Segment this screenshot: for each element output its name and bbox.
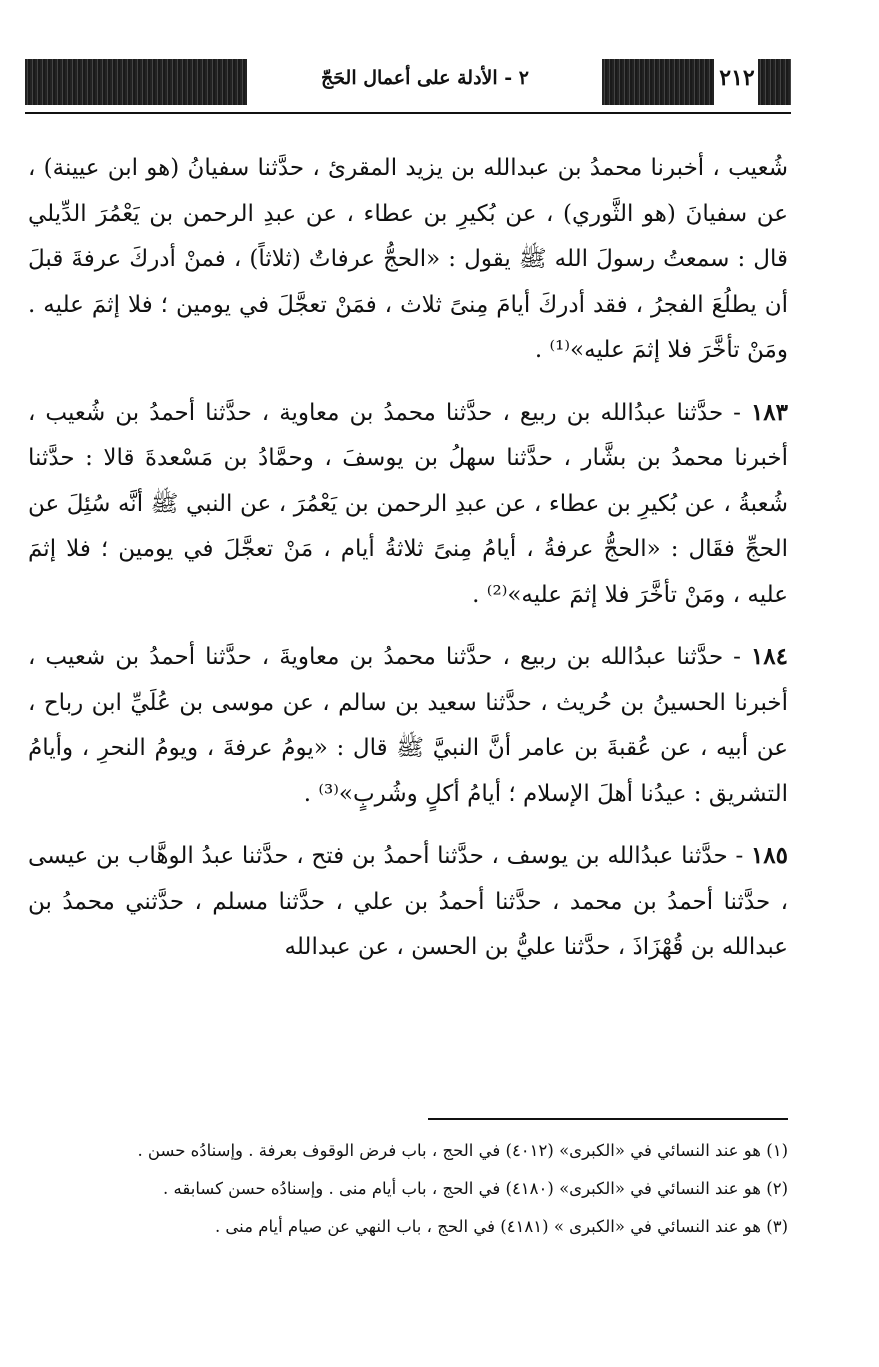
paragraph	[28, 833, 788, 971]
page-number: ٢١٢	[719, 65, 755, 91]
paragraph-text: شُعيب ، أخبرنا محمدُ بن عبدالله بن يزيد المقرئ ، حدَّثنا سفيانُ (هو ابن عيينة) ، عن سفيانَ (هو الثَّوري) ، عن بُكيرِ بن عطاء ، عن عبدِ الرحمن بن يَعْمُرَ الدِّيلي قال : سمعتُ رسولَ الله ﷺ يقول : «الحجُّ عرفاتٌ (ثلاثاً) ، فمنْ أدركَ عرفةَ قبلَ أن يطلُعَ الفجرُ ، فقد أدركَ أيامَ مِنىً ثلاث ، فمَنْ تعجَّلَ في يومين ؛ فلا إثمَ عليه . ومَنْ تأخَّرَ فلا إثمَ عليه»⁽¹⁾ .	[28, 155, 788, 363]
paragraph	[28, 390, 788, 619]
paragraph	[28, 634, 788, 817]
page-header	[25, 55, 791, 115]
footnotes	[28, 1135, 788, 1249]
header-decor-block-mid	[602, 59, 714, 105]
paragraph-text: - حدَّثنا عبدُالله بن يوسف ، حدَّثنا أحمدُ بن فتح ، حدَّثنا عبدُ الوهَّاب بن عيسى ، حدَّثنا أحمدُ بن محمد ، حدَّثنا أحمدُ بن علي ، حدَّثنا مسلم ، حدَّثني محمدُ بن عبدالله بن قُهْزَاذَ ، حدَّثنا عليُّ بن الحسن ، عن عبدالله	[28, 843, 788, 960]
paragraph	[28, 145, 788, 374]
running-title: ٢ - الأدلة على أعمال الحَجّ	[321, 67, 529, 89]
paragraph-text: - حدَّثنا عبدُالله بن ربيع ، حدَّثنا محمدُ بن معاويةَ ، حدَّثنا أحمدُ بن شعيب ، أخبرنا الحسينُ بن حُريث ، حدَّثنا سعيد بن سالم ، عن موسى بن عُلَيِّ ابن رباح ، عن أبيه ، عن عُقبةَ بن عامر أنَّ النبيَّ ﷺ قال : «يومُ عرفةَ ، ويومُ النحرِ ، وأيامُ التشريق : عيدُنا أهلَ الإسلام ؛ أيامُ أكلٍ وشُربٍ»⁽³⁾ .	[28, 644, 788, 807]
footnote: (٢) هو عند النسائي في «الكبرى» (٤١٨٠) في الحج ، باب أيام منى . وإسنادُه حسن كسابقه .	[163, 1179, 788, 1198]
hadith-number: ١٨٤	[750, 643, 788, 670]
footnote: (٣) هو عند النسائي في «الكبرى » (٤١٨١) في الحج ، باب النهي عن صيام أيام منى .	[214, 1217, 788, 1236]
main-text	[28, 145, 788, 987]
footnote: (١) هو عند النسائي في «الكبرى» (٤٠١٢) في الحج ، باب فرض الوقوف بعرفة . وإسنادُه حسن .	[137, 1141, 788, 1160]
hadith-number: ١٨٥	[750, 842, 788, 869]
header-decor-tab	[758, 59, 791, 105]
header-rule	[25, 112, 791, 114]
paragraph-text: - حدَّثنا عبدُالله بن ربيع ، حدَّثنا محمدُ بن معاوية ، حدَّثنا أحمدُ بن شُعيب ، أخبرنا محمدُ بن بشَّار ، حدَّثنا سهلُ بن يوسفَ ، وحمَّادُ بن مَسْعدةَ قالا : حدَّثنا شُعبةُ ، عن بُكيرِ بن عطاء ، عن عبدِ الرحمن بن يَعْمُرَ ، عن النبي ﷺ أنَّه سُئِلَ عن الحجِّ فقَال : «الحجُّ عرفةُ ، أيامُ مِنىً ثلاثةُ أيام ، مَنْ تعجَّلَ في يومين ؛ فلا إثمَ عليه ، ومَنْ تأخَّرَ فلا إثمَ عليه»⁽²⁾ .	[28, 399, 788, 608]
header-decor-block-left	[25, 59, 247, 105]
footnote-separator	[428, 1118, 788, 1120]
hadith-number: ١٨٣	[750, 398, 788, 426]
